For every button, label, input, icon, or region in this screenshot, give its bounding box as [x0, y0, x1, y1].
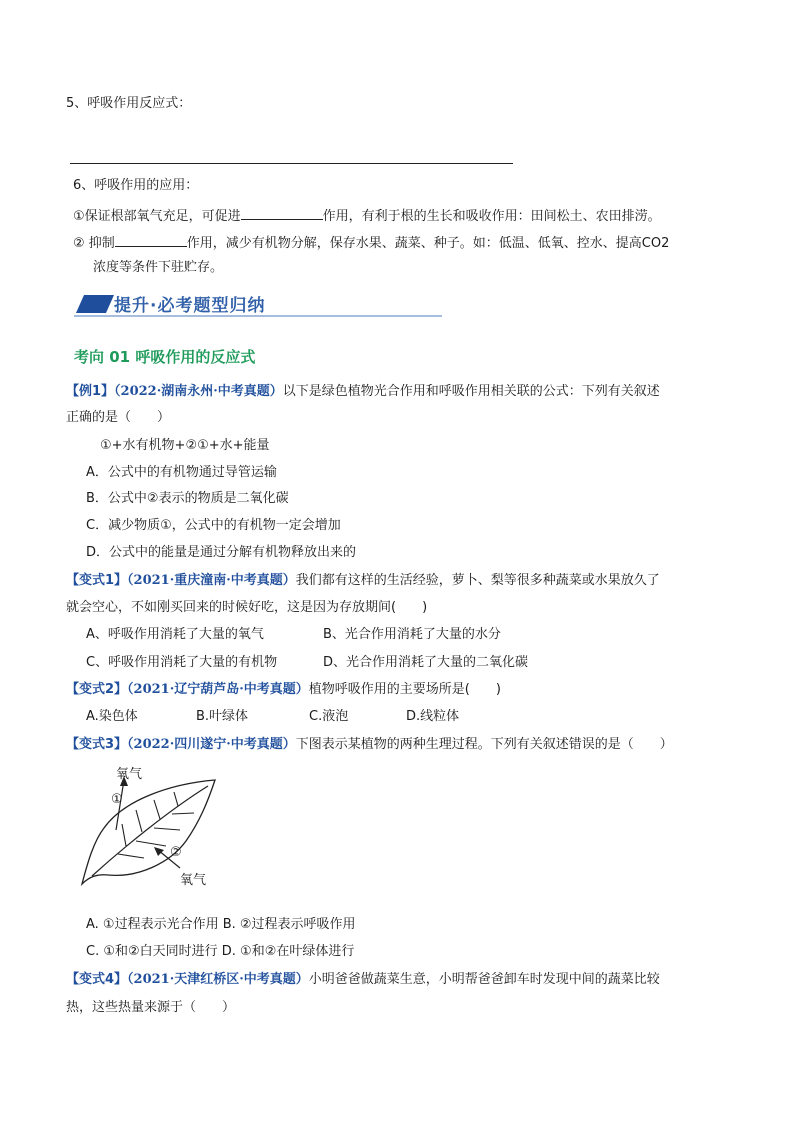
- process-2-marker: ②: [170, 845, 182, 860]
- item-6-line-3: 浓度等条件下驻贮存。: [93, 260, 224, 275]
- line-2-end: 作用，减少有机物分解，保存水果、蔬菜、种子。如：低温、低氧、控水、提高CO2: [186, 236, 670, 251]
- variant-question-1: 我们都有这样的生活经验，萝卜、梨等很多种蔬菜或水果放久了: [295, 573, 660, 588]
- variant-tag: 【变式4】: [66, 972, 128, 987]
- section-banner: [74, 289, 442, 319]
- option-b[interactable]: B、光合作用消耗了大量的水分: [323, 627, 501, 642]
- option-d[interactable]: D．公式中的能量是通过分解有机物释放出来的: [86, 545, 357, 560]
- fill-blank-1[interactable]: [241, 205, 323, 220]
- section-title: 考向 01 呼吸作用的反应式: [74, 348, 256, 366]
- process-1-marker: ①: [111, 792, 123, 807]
- option-c[interactable]: C．减少物质①，公式中的有机物一定会增加: [86, 518, 341, 533]
- option-b[interactable]: B．公式中②表示的物质是二氧化碳: [86, 491, 289, 506]
- options-ab[interactable]: A. ①过程表示光合作用 B. ②过程表示呼吸作用: [86, 917, 356, 932]
- variant-question-2: 植物呼吸作用的主要场所是( ): [308, 682, 501, 697]
- item-6-line-2: [73, 232, 669, 253]
- variant-question-3: 下图表示某植物的两种生理过程。下列有关叙述错误的是（ ）: [295, 737, 673, 752]
- item-5-heading: 5、呼吸作用反应式：: [66, 96, 192, 111]
- variant-question-4: 小明爸爸做蔬菜生意，小明帮爸爸卸车时发现中间的蔬菜比较: [308, 972, 660, 987]
- variant-4-line-2: 热，这些热量来源于（ ）: [66, 1000, 236, 1015]
- variant-source: （2021·辽宁葫芦岛·中考真题）: [127, 682, 309, 697]
- variant-1-line-1: [66, 572, 660, 590]
- fill-blank-2[interactable]: [115, 232, 187, 247]
- options-cd[interactable]: C. ①和②白天同时进行 D. ①和②在叶绿体进行: [86, 944, 355, 959]
- option-d[interactable]: D、光合作用消耗了大量的二氧化碳: [323, 655, 529, 670]
- option-d[interactable]: D.线粒体: [406, 709, 460, 724]
- oxygen-label-bottom: 氧气: [180, 873, 207, 888]
- variant-4-line-1: [66, 971, 660, 989]
- option-a[interactable]: A、呼吸作用消耗了大量的氧气: [86, 627, 264, 642]
- variant-1-line-2: 就会空心，不如刚买回来的时候好吃，这是因为存放期间( ): [66, 600, 428, 615]
- option-c[interactable]: C、呼吸作用消耗了大量的有机物: [86, 655, 278, 670]
- example-1-line-2: 正确的是（ ）: [66, 410, 171, 425]
- example-question-1: 以下是绿色植物光合作用和呼吸作用相关联的公式：下列有关叙述: [282, 384, 660, 399]
- variant-source: （2021·天津红桥区·中考真题）: [127, 972, 309, 987]
- line-1-start: ①保证根部氧气充足，可促进: [73, 209, 241, 224]
- item-6-line-1: [73, 205, 661, 226]
- example-formula: ①+水有机物+②①+水+能量: [100, 438, 270, 453]
- leaf-diagram: [78, 766, 228, 891]
- variant-3-line-1: [66, 736, 673, 754]
- variant-tag: 【变式3】: [66, 737, 128, 752]
- example-1-line-1: [66, 383, 660, 401]
- option-a[interactable]: A.染色体: [86, 709, 138, 724]
- variant-source: （2021·重庆潼南·中考真题）: [127, 573, 296, 588]
- option-a[interactable]: A．公式中的有机物通过导管运输: [86, 465, 277, 480]
- variant-tag: 【变式2】: [66, 682, 128, 697]
- example-source: （2022·湖南永州·中考真题）: [114, 384, 283, 399]
- item-6-heading: 6、呼吸作用的应用：: [73, 178, 199, 193]
- line-2-start: ② 抑制: [73, 236, 115, 251]
- variant-source: （2022·四川遂宁·中考真题）: [127, 737, 296, 752]
- line-1-end: 作用，有利于根的生长和吸收作用：田间松土、农田排涝。: [322, 209, 661, 224]
- example-tag: 【例1】: [66, 384, 115, 399]
- answer-line: [70, 163, 513, 164]
- option-c[interactable]: C.液泡: [309, 709, 349, 724]
- variant-2-line-1: [66, 681, 501, 699]
- oxygen-label-top: 氧气: [116, 767, 143, 782]
- option-b[interactable]: B.叶绿体: [196, 709, 249, 724]
- variant-tag: 【变式1】: [66, 573, 128, 588]
- banner-title: 提升·必考题型归纳: [114, 296, 266, 316]
